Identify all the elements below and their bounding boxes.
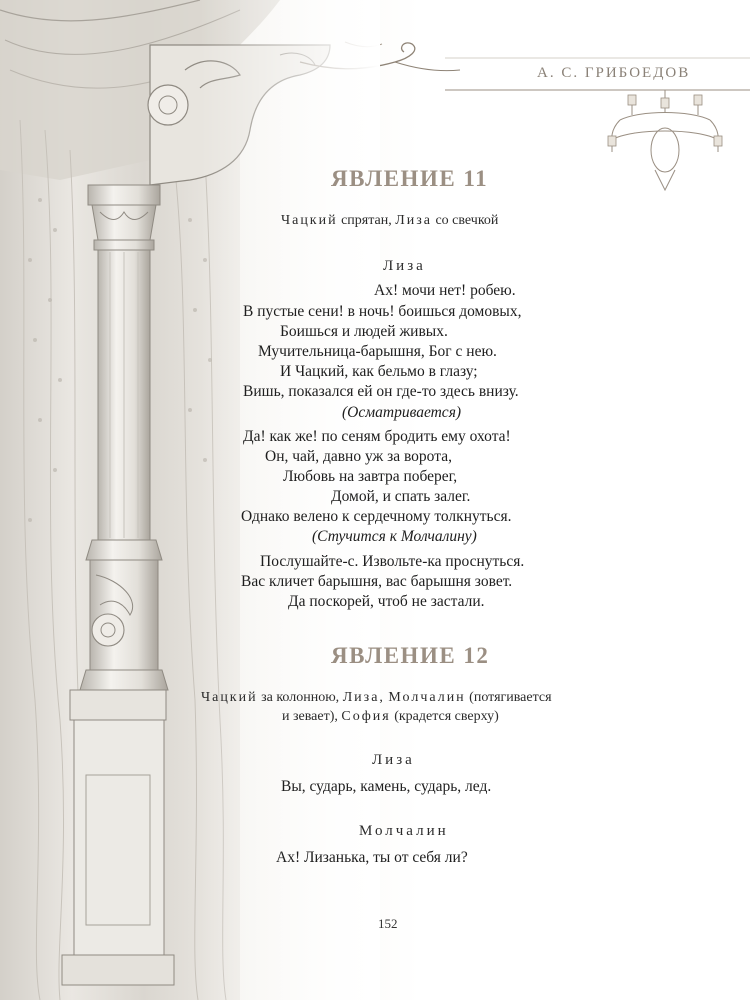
stage-character-name: Чацкий bbox=[281, 213, 338, 228]
stage-direction-italic: (Осматривается) bbox=[342, 404, 462, 421]
stage-text: и зевает), bbox=[282, 709, 338, 724]
verse-line: И Чацкий, как бельмо в глазу; bbox=[280, 363, 478, 380]
stage-text: (потягивается bbox=[469, 690, 552, 705]
verse-line: Да! как же! по сеням бродить ему охота! bbox=[243, 428, 511, 445]
speaker-name: Лиза bbox=[372, 752, 415, 768]
verse-line: Мучительница-барышня, Бог с нею. bbox=[258, 343, 497, 360]
verse-line: Вы, сударь, камень, сударь, лед. bbox=[281, 778, 492, 795]
stage-character-name: Лиза bbox=[395, 213, 432, 228]
scene-12-stage-direction-line-2 bbox=[282, 709, 499, 725]
verse-line: Домой, и спать залег. bbox=[331, 488, 471, 505]
stage-character-name: Чацкий bbox=[201, 690, 258, 705]
stage-text: (крадется сверху) bbox=[394, 709, 499, 724]
verse-line: Любовь на завтра поберег, bbox=[283, 468, 458, 485]
verse-line: Ах! мочи нет! робею. bbox=[374, 282, 516, 299]
verse-line: Да поскорей, чтоб не застали. bbox=[288, 593, 485, 610]
scene-11-stage-direction bbox=[281, 213, 498, 229]
verse-line: Он, чай, давно уж за ворота, bbox=[265, 448, 452, 465]
scene-12-title: ЯВЛЕНИЕ 12 bbox=[331, 643, 490, 668]
verse-line: В пустые сени! в ночь! боишься домовых, bbox=[243, 303, 522, 320]
verse-line: Послушайте-с. Извольте-ка проснуться. bbox=[260, 553, 525, 570]
speaker-name: Молчалин bbox=[359, 823, 449, 839]
verse-line: Боишься и людей живых. bbox=[280, 323, 448, 340]
page-number: 152 bbox=[378, 916, 398, 931]
scene-11-title: ЯВЛЕНИЕ 11 bbox=[331, 166, 489, 191]
scene-12-stage-direction-line-1 bbox=[201, 690, 552, 706]
verse-line: Вишь, показался ей он где-то здесь внизу. bbox=[243, 383, 519, 400]
stage-text: спрятан, bbox=[341, 213, 392, 228]
stage-character-name: Молчалин bbox=[388, 690, 466, 705]
verse-line: Однако велено к сердечному толкнуться. bbox=[241, 508, 512, 525]
speaker-name: Лиза bbox=[383, 258, 426, 274]
running-header-author: А. С. ГРИБОЕДОВ bbox=[537, 65, 691, 81]
stage-character-name: София bbox=[341, 709, 391, 724]
verse-line: Ах! Лизанька, ты от себя ли? bbox=[276, 849, 468, 866]
stage-direction-italic: (Стучится к Молчалину) bbox=[312, 528, 477, 545]
stage-text: со свечкой bbox=[435, 213, 499, 228]
stage-character-name: Лиза, bbox=[342, 690, 385, 705]
verse-line: Вас кличет барышня, вас барышня зовет. bbox=[241, 573, 513, 590]
stage-text: за колонною, bbox=[261, 690, 340, 705]
